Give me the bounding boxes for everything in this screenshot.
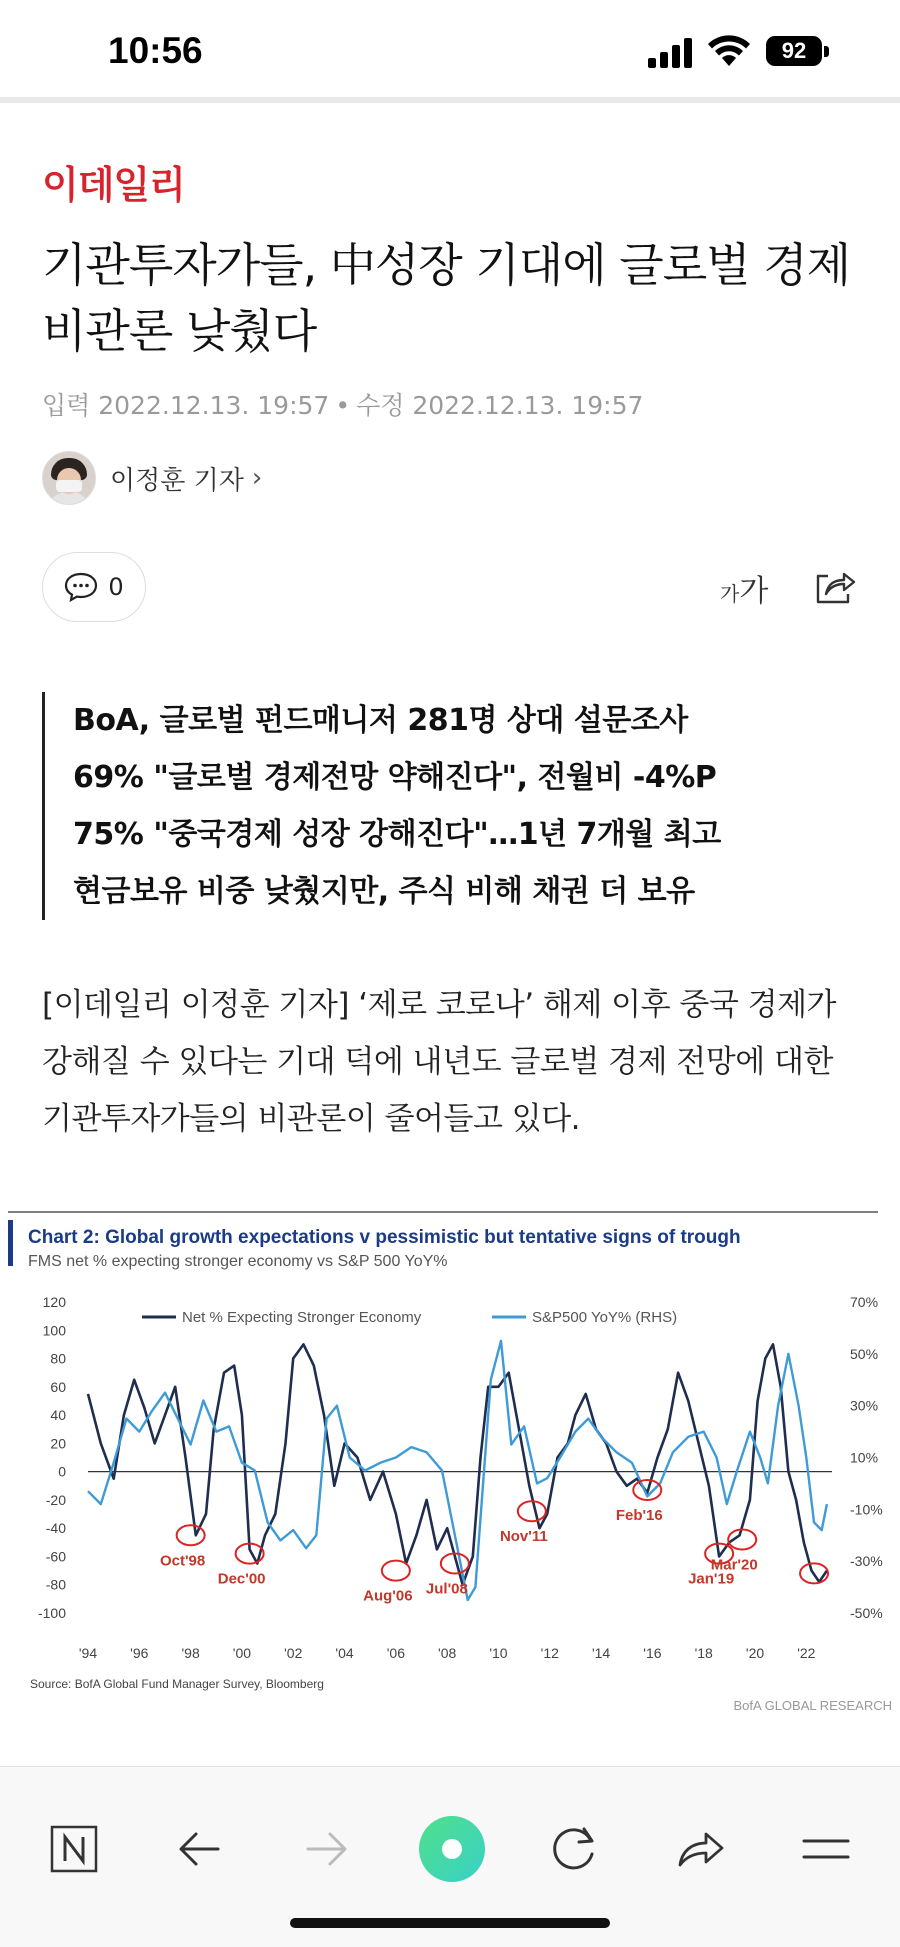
summary-line: 69% "글로벌 경제전망 약해진다", 전월비 -4%P	[73, 760, 717, 795]
font-size-small-label: 가	[720, 582, 740, 606]
menu-icon[interactable]	[796, 1819, 856, 1879]
x-tick: '98	[181, 1645, 200, 1661]
wifi-icon	[706, 32, 752, 68]
author-avatar	[42, 451, 96, 505]
naver-home-icon[interactable]	[44, 1819, 104, 1879]
trough-marker	[177, 1525, 205, 1545]
y-left-tick: 40	[50, 1407, 66, 1424]
y-left-tick: 20	[50, 1435, 66, 1452]
author-link[interactable]	[42, 450, 262, 506]
trough-label: Dec'00	[217, 1570, 266, 1588]
font-size-big-label: 가	[739, 574, 769, 609]
y-right-tick: -30%	[850, 1553, 883, 1570]
y-left-tick: -80	[45, 1576, 66, 1593]
y-left-tick: 60	[50, 1378, 66, 1395]
y-right-tick: -50%	[850, 1605, 883, 1621]
trough-marker	[518, 1501, 546, 1521]
trough-label: Nov'11	[499, 1528, 548, 1546]
trough-label: Jul'08	[425, 1580, 468, 1598]
summary-line: 75% "중국경제 성장 강해진다"…1년 7개월 최고	[73, 817, 721, 852]
x-tick: '14	[591, 1645, 611, 1661]
status-time: 10:56	[108, 30, 203, 71]
x-tick: '10	[489, 1645, 508, 1661]
y-left-tick: 0	[58, 1463, 66, 1480]
home-indicator	[290, 1918, 610, 1928]
battery-level: 92	[766, 36, 822, 66]
chart-watermark: BofA GLOBAL RESEARCH	[733, 1698, 892, 1713]
trough-label: Oct'98	[159, 1552, 206, 1570]
article-summary	[42, 692, 862, 920]
forward-arrow-icon[interactable]	[296, 1819, 356, 1879]
y-left-tick: -20	[45, 1491, 66, 1508]
x-tick: '94	[78, 1645, 98, 1661]
article-body: [이데일리 이정훈 기자] ‘제로 코로나’ 해제 이후 중국 경제가 강해질 수 있다는 기대 덕에 내년도 글로벌 경제 전망에 대한 기관투자가들의 비관론이 줄어들고 있다.	[42, 987, 836, 1137]
trough-label: Mar'20	[710, 1556, 758, 1574]
x-tick: '16	[643, 1645, 662, 1661]
legend-label: Net % Expecting Stronger Economy	[182, 1309, 422, 1326]
x-tick: '02	[284, 1645, 303, 1661]
share-arrow-icon[interactable]	[670, 1819, 730, 1879]
x-tick: '12	[540, 1645, 559, 1661]
chart-subtitle: FMS net % expecting stronger economy vs S&P 500 YoY%	[28, 1253, 448, 1270]
cellular-signal-icon	[648, 38, 694, 68]
y-left-tick: -40	[45, 1520, 66, 1537]
chevron-right-icon: ›	[251, 463, 263, 493]
summary-line: BoA, 글로벌 펀드매니저 281명 상대 설문조사	[73, 703, 688, 738]
chart-svg	[0, 1210, 900, 1730]
y-right-tick: -10%	[850, 1501, 883, 1518]
x-tick: '96	[130, 1645, 149, 1661]
x-tick: '08	[438, 1645, 457, 1661]
trough-marker	[382, 1561, 410, 1581]
back-arrow-icon[interactable]	[170, 1819, 230, 1879]
green-dot-button[interactable]	[414, 1811, 490, 1887]
y-left-tick: 100	[42, 1322, 66, 1339]
refresh-icon[interactable]	[544, 1819, 604, 1879]
status-bar	[0, 0, 900, 100]
x-tick: '22	[797, 1645, 816, 1661]
battery-icon	[766, 36, 830, 66]
brand-logo[interactable]: 이데일리	[42, 163, 185, 207]
trough-label: Aug'06	[363, 1587, 413, 1605]
comment-count: 0	[108, 573, 124, 601]
article-headline: 기관투자가들, 中성장 기대에 글로벌 경제 비관론 낮췄다	[42, 238, 851, 358]
x-tick: '20	[745, 1645, 765, 1661]
y-left-tick: -60	[45, 1548, 66, 1565]
summary-line: 현금보유 비중 낮췄지만, 주식 비해 채권 더 보유	[73, 874, 695, 909]
y-left-tick: -100	[37, 1605, 66, 1621]
article-meta	[42, 386, 643, 422]
x-tick: '18	[694, 1645, 713, 1661]
status-divider	[0, 97, 900, 103]
published-date: 입력 2022.12.13. 19:57	[42, 391, 330, 420]
comment-icon	[64, 571, 98, 603]
chart-source: Source: BofA Global Fund Manager Survey, Bloomberg	[30, 1677, 324, 1691]
x-tick: '06	[386, 1645, 405, 1661]
comment-button[interactable]	[42, 552, 146, 622]
modified-date: 수정 2022.12.13. 19:57	[356, 391, 644, 420]
share-icon[interactable]	[812, 566, 856, 606]
y-right-tick: 50%	[850, 1345, 879, 1362]
x-tick: '00	[232, 1645, 252, 1661]
trough-label: Jan'19	[688, 1570, 735, 1588]
y-right-tick: 10%	[850, 1449, 879, 1466]
meta-separator: •	[335, 391, 351, 420]
x-tick: '04	[335, 1645, 354, 1661]
font-size-button[interactable]	[720, 566, 769, 609]
chart-title: Chart 2: Global growth expectations v pessimistic but tentative signs of trough	[28, 1227, 741, 1248]
chart-image	[0, 1210, 900, 1730]
legend-label: S&P500 YoY% (RHS)	[532, 1309, 678, 1326]
author-name: 이정훈 기자	[110, 465, 244, 496]
trough-label: Feb'16	[615, 1507, 663, 1525]
y-left-tick: 80	[50, 1350, 66, 1367]
y-right-tick: 30%	[850, 1397, 879, 1414]
y-right-tick: 70%	[850, 1294, 879, 1310]
y-left-tick: 120	[42, 1294, 66, 1310]
